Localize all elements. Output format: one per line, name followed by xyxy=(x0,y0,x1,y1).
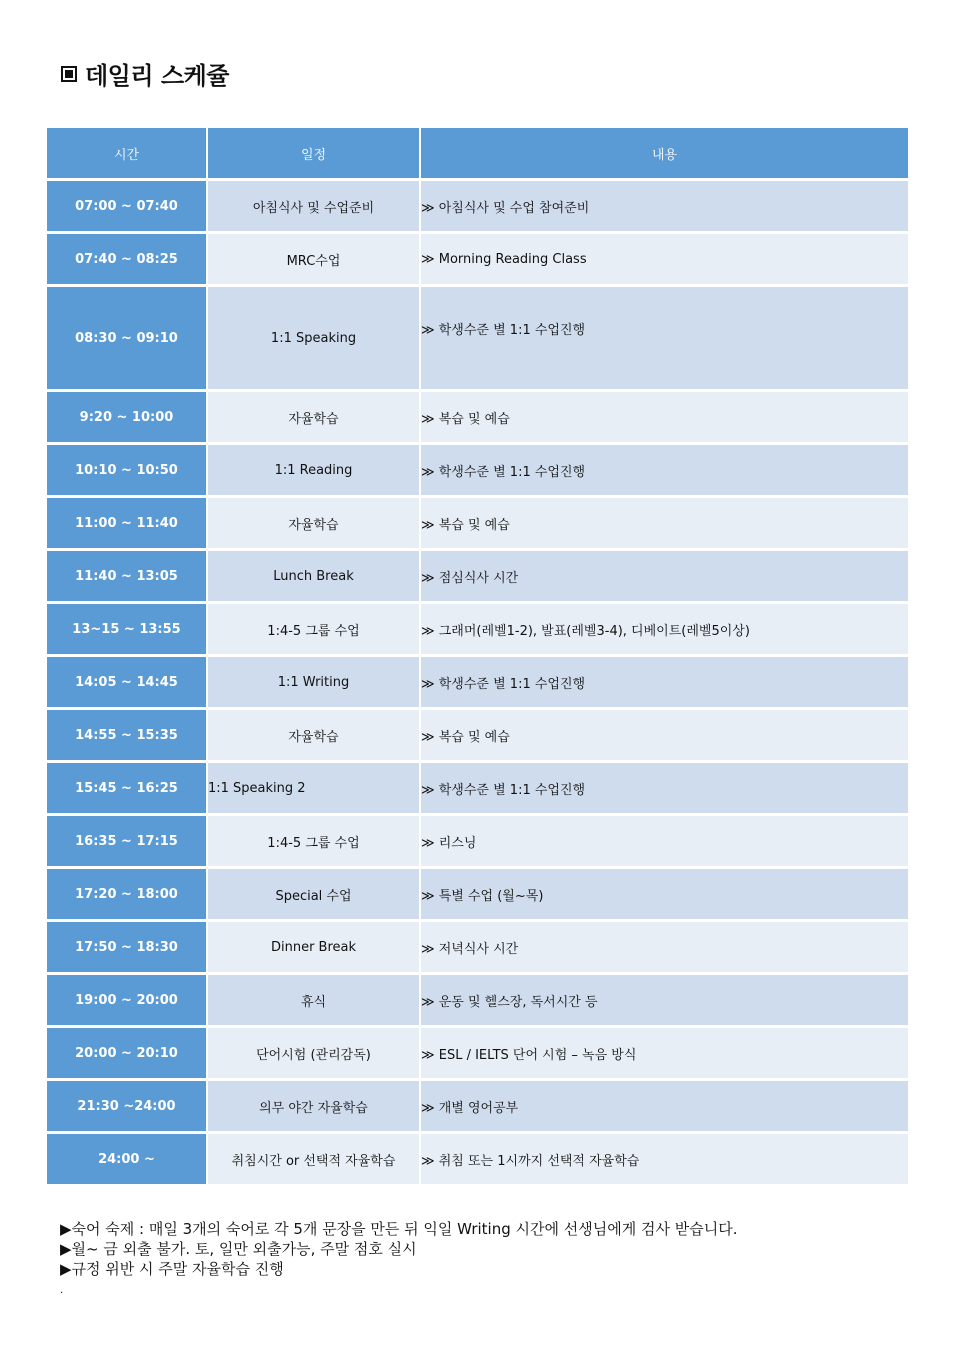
table-row xyxy=(47,498,908,551)
page-title-text: 데일리 스케쥴 xyxy=(85,62,229,90)
row-schedule-cell: 단어시험 (관리감독) xyxy=(208,1028,421,1081)
row-time-cell: 11:40 ~ 13:05 xyxy=(47,551,208,604)
row-schedule-cell: 1:1 Reading xyxy=(208,445,421,498)
row-time-cell: 15:45 ~ 16:25 xyxy=(47,763,208,816)
row-content-cell: ≫ 특별 수업 (월~목) xyxy=(421,869,908,922)
row-time-cell: 17:20 ~ 18:00 xyxy=(47,869,208,922)
row-content-cell: ≫ 점심식사 시간 xyxy=(421,551,908,604)
table-row xyxy=(47,551,908,604)
row-schedule-cell: 휴식 xyxy=(208,975,421,1028)
row-time-cell: 21:30 ~24:00 xyxy=(47,1081,208,1134)
table-row xyxy=(47,287,908,392)
table-row xyxy=(47,1081,908,1134)
header-time: 시간 xyxy=(47,128,208,181)
row-content-cell: ≫ 저녁식사 시간 xyxy=(421,922,908,975)
note-item: ▶숙어 숙제 : 매일 3개의 숙어로 각 5개 문장을 만든 뒤 익일 Writing 시간에 선생님에게 검사 받습니다. xyxy=(60,1220,738,1238)
row-content-cell: ≫ ESL / IELTS 단어 시험 – 녹음 방식 xyxy=(421,1028,908,1081)
table-row xyxy=(47,445,908,498)
table-row xyxy=(47,1134,908,1187)
row-schedule-cell: 취침시간 or 선택적 자율학습 xyxy=(208,1134,421,1187)
table-row xyxy=(47,869,908,922)
row-schedule-cell: 1:1 Speaking xyxy=(208,287,421,392)
row-time-cell: 9:20 ~ 10:00 xyxy=(47,392,208,445)
row-content-cell: ≫ 취침 또는 1시까지 선택적 자율학습 xyxy=(421,1134,908,1187)
row-time-cell: 08:30 ~ 09:10 xyxy=(47,287,208,392)
row-content-cell: ≫ 그래머(레벨1-2), 발표(레벨3-4), 디베이트(레벨5이상) xyxy=(421,604,908,657)
row-content-cell: ≫ 복습 및 예습 xyxy=(421,498,908,551)
row-schedule-cell: 1:1 Speaking 2 xyxy=(208,763,421,816)
row-schedule-cell: 아침식사 및 수업준비 xyxy=(208,181,421,234)
table-row xyxy=(47,657,908,710)
table-row xyxy=(47,1028,908,1081)
notes xyxy=(60,1219,737,1279)
row-content-cell: ≫ 복습 및 예습 xyxy=(421,710,908,763)
row-content-cell: ≫ 운동 및 헬스장, 독서시간 등 xyxy=(421,975,908,1028)
row-content-cell: ≫ 학생수준 별 1:1 수업진행 xyxy=(421,763,908,816)
row-schedule-cell: Dinner Break xyxy=(208,922,421,975)
row-schedule-cell: 1:4-5 그룹 수업 xyxy=(208,816,421,869)
row-content-cell: ≫ 학생수준 별 1:1 수업진행 xyxy=(421,445,908,498)
header-schedule: 일정 xyxy=(208,128,421,181)
footer-dot: . xyxy=(60,1285,64,1296)
row-content-cell: ≫ 개별 영어공부 xyxy=(421,1081,908,1134)
row-schedule-cell: 의무 야간 자율학습 xyxy=(208,1081,421,1134)
schedule-table xyxy=(47,128,908,1187)
header-content: 내용 xyxy=(421,128,908,181)
row-time-cell: 07:40 ~ 08:25 xyxy=(47,234,208,287)
row-time-cell: 11:00 ~ 11:40 xyxy=(47,498,208,551)
row-time-cell: 10:10 ~ 10:50 xyxy=(47,445,208,498)
table-row xyxy=(47,975,908,1028)
row-schedule-cell: Special 수업 xyxy=(208,869,421,922)
row-time-cell: 19:00 ~ 20:00 xyxy=(47,975,208,1028)
row-time-cell: 14:55 ~ 15:35 xyxy=(47,710,208,763)
row-schedule-cell: 자율학습 xyxy=(208,710,421,763)
table-row xyxy=(47,922,908,975)
row-content-cell: ≫ 아침식사 및 수업 참여준비 xyxy=(421,181,908,234)
row-schedule-cell: 자율학습 xyxy=(208,392,421,445)
note-item: ▶규정 위반 시 주말 자율학습 진행 xyxy=(60,1260,284,1278)
table-row xyxy=(47,604,908,657)
row-content-cell: ≫ 복습 및 예습 xyxy=(421,392,908,445)
table-row xyxy=(47,234,908,287)
row-time-cell: 07:00 ~ 07:40 xyxy=(47,181,208,234)
row-time-cell: 14:05 ~ 14:45 xyxy=(47,657,208,710)
row-schedule-cell: Lunch Break xyxy=(208,551,421,604)
row-time-cell: 17:50 ~ 18:30 xyxy=(47,922,208,975)
table-row xyxy=(47,181,908,234)
row-schedule-cell: 자율학습 xyxy=(208,498,421,551)
table-row xyxy=(47,710,908,763)
row-content-cell: ≫ 리스닝 xyxy=(421,816,908,869)
table-row xyxy=(47,763,908,816)
row-content-cell: ≫ 학생수준 별 1:1 수업진행 xyxy=(421,287,908,392)
row-content-cell: ≫ Morning Reading Class xyxy=(421,234,908,287)
table-row xyxy=(47,816,908,869)
table-row xyxy=(47,392,908,445)
note-item: ▶월~ 금 외출 불가. 토, 일만 외출가능, 주말 점호 실시 xyxy=(60,1240,417,1258)
row-schedule-cell: MRC수업 xyxy=(208,234,421,287)
row-schedule-cell: 1:4-5 그룹 수업 xyxy=(208,604,421,657)
row-content-cell: ≫ 학생수준 별 1:1 수업진행 xyxy=(421,657,908,710)
row-time-cell: 20:00 ~ 20:10 xyxy=(47,1028,208,1081)
page-title xyxy=(61,56,229,91)
row-time-cell: 13~15 ~ 13:55 xyxy=(47,604,208,657)
row-schedule-cell: 1:1 Writing xyxy=(208,657,421,710)
square-box-icon xyxy=(61,66,77,82)
row-time-cell: 16:35 ~ 17:15 xyxy=(47,816,208,869)
row-time-cell: 24:00 ~ xyxy=(47,1134,208,1187)
table-header-row xyxy=(47,128,908,181)
